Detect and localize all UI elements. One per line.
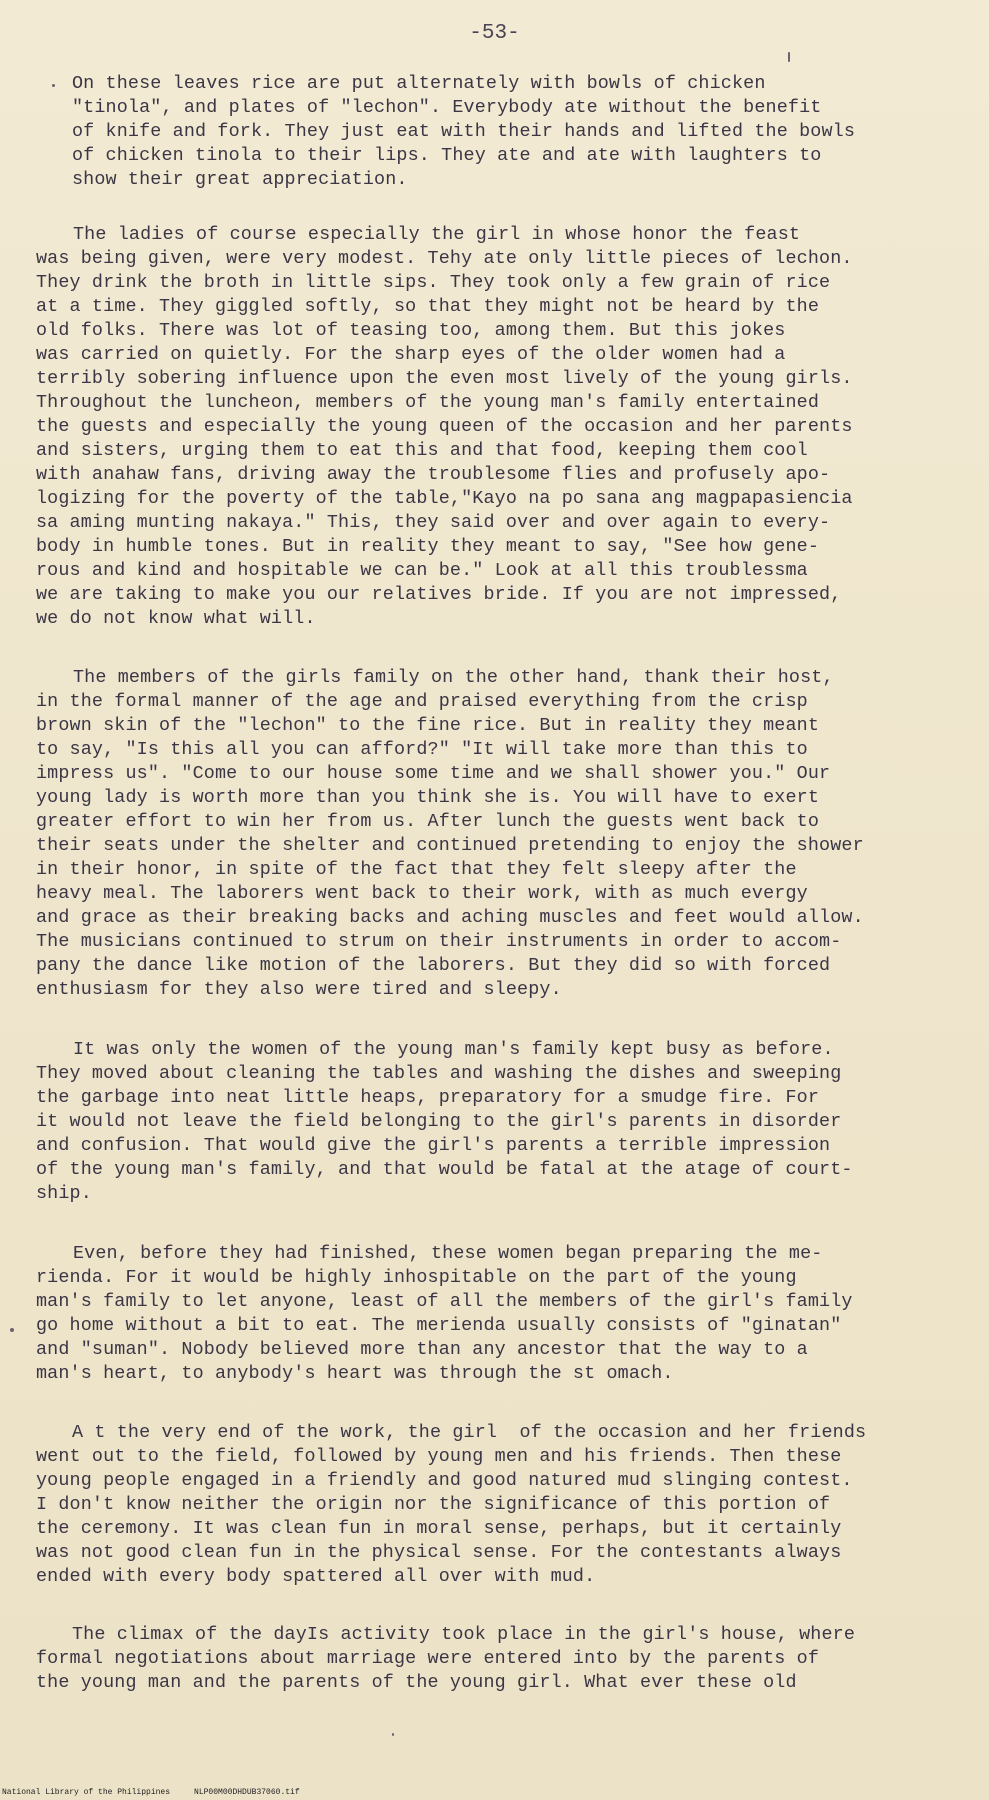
text-line: the young man and the parents of the young girl. What ever these old: [36, 1672, 797, 1693]
text-line: of knife and fork. They just eat with their hands and lifted the bowls: [72, 121, 856, 142]
text-line: greater effort to win her from us. After lunch the guests went back to: [36, 811, 820, 832]
text-line: They drink the broth in little sips. They took only a few grain of rice: [36, 272, 831, 293]
text-line: impress us". "Come to our house some time and we shall shower you." Our: [36, 763, 831, 784]
text-line: of the young man's family, and that would be fatal at the atage of court-: [36, 1159, 853, 1180]
text-line: and grace as their breaking backs and aching muscles and feet would allow.: [36, 907, 864, 928]
text-line: show their great appreciation.: [72, 169, 408, 190]
text-line: we are taking to make you our relatives bride. If you are not impressed,: [36, 584, 842, 605]
text-line: They moved about cleaning the tables and washing the dishes and sweeping: [36, 1063, 842, 1084]
text-line: their seats under the shelter and continued pretending to enjoy the shower: [36, 835, 864, 856]
text-line: went out to the field, followed by young men and his friends. Then these: [36, 1446, 842, 1467]
text-line: It was only the women of the young man's family kept busy as before.: [73, 1039, 834, 1060]
text-line: was being given, were very modest. Tehy ate only little pieces of lechon.: [36, 248, 853, 269]
scan-speck: [788, 52, 790, 62]
text-line: terribly sobering influence upon the even most lively of the young girls.: [36, 368, 853, 389]
text-line: the guests and especially the young queen of the occasion and her parents: [36, 416, 853, 437]
text-line: and sisters, urging them to eat this and that food, keeping them cool: [36, 440, 808, 461]
text-line: The ladies of course especially the girl in whose honor the feast: [73, 224, 801, 245]
text-line: and confusion. That would give the girl's parents a terrible impression: [36, 1135, 831, 1156]
text-line: The musicians continued to strum on their instruments in order to accom-: [36, 931, 842, 952]
text-line: in the formal manner of the age and praised everything from the crisp: [36, 691, 808, 712]
page-number: -53-: [469, 22, 520, 45]
text-line: Throughout the luncheon, members of the young man's family entertained: [36, 392, 820, 413]
text-line: the ceremony. It was clean fun in moral sense, perhaps, but it certainly: [36, 1518, 842, 1539]
text-line: man's family to let anyone, least of all the members of the girl's family: [36, 1291, 853, 1312]
text-line: On these leaves rice are put alternately with bowls of chicken: [72, 73, 766, 94]
text-line: formal negotiations about marriage were entered into by the parents of: [36, 1648, 820, 1669]
text-line: young people engaged in a friendly and good natured mud slinging contest.: [36, 1470, 853, 1491]
text-line: rienda. For it would be highly inhospitable on the part of the young: [36, 1267, 797, 1288]
text-line: at a time. They giggled softly, so that they might not be heard by the: [36, 296, 820, 317]
text-line: brown skin of the "lechon" to the fine rice. But in reality they meant: [36, 715, 820, 736]
text-line: and "suman". Nobody believed more than any ancestor that the way to a: [36, 1339, 808, 1360]
text-line: man's heart, to anybody's heart was through the st omach.: [36, 1363, 674, 1384]
text-line: old folks. There was lot of teasing too, among them. But this jokes: [36, 320, 786, 341]
text-line: it would not leave the field belonging to the girl's parents in disorder: [36, 1111, 842, 1132]
text-line: The members of the girls family on the other hand, thank their host,: [73, 667, 834, 688]
text-line: rous and kind and hospitable we can be." Look at all this troublessma: [36, 560, 808, 581]
text-line: ship.: [36, 1183, 92, 1204]
text-line: in their honor, in spite of the fact that they felt sleepy after the: [36, 859, 797, 880]
text-line: with anahaw fans, driving away the troublesome flies and profusely apo-: [36, 464, 831, 485]
text-line: of chicken tinola to their lips. They ate and ate with laughters to: [72, 145, 822, 166]
text-line: enthusiasm for they also were tired and sleepy.: [36, 979, 562, 1000]
scan-speck: [52, 84, 55, 87]
text-line: logizing for the poverty of the table,"Kayo na po sana ang magpapasiencia: [36, 488, 853, 509]
text-line: ended with every body spattered all over with mud.: [36, 1566, 596, 1587]
text-line: "tinola", and plates of "lechon". Everybody ate without the benefit: [72, 97, 822, 118]
text-line: The climax of the dayIs activity took place in the girl's house, where: [72, 1624, 856, 1645]
text-line: to say, "Is this all you can afford?" "It will take more than this to: [36, 739, 808, 760]
footer-caption: National Library of the Philippines NLP00M00DHDUB37060.tif: [2, 1788, 300, 1797]
text-line: was carried on quietly. For the sharp eyes of the older women had a: [36, 344, 786, 365]
text-line: go home without a bit to eat. The merienda usually consists of "ginatan": [36, 1315, 842, 1336]
text-line: body in humble tones. But in reality they meant to say, "See how gene-: [36, 536, 820, 557]
text-line: was not good clean fun in the physical sense. For the contestants always: [36, 1542, 842, 1563]
text-line: I don't know neither the origin nor the significance of this portion of: [36, 1494, 831, 1515]
text-line: pany the dance like motion of the laborers. But they did so with forced: [36, 955, 831, 976]
text-line: sa aming munting nakaya." This, they said over and over again to every-: [36, 512, 831, 533]
text-line: young lady is worth more than you think she is. You will have to exert: [36, 787, 820, 808]
text-line: Even, before they had finished, these women began preparing the me-: [73, 1243, 823, 1264]
scan-speck: [10, 1328, 14, 1332]
text-line: the garbage into neat little heaps, preparatory for a smudge fire. For: [36, 1087, 820, 1108]
text-line: heavy meal. The laborers went back to their work, with as much evergy: [36, 883, 808, 904]
scan-speck: [392, 1733, 394, 1736]
text-line: we do not know what will.: [36, 608, 316, 629]
text-line: A t the very end of the work, the girl of the occasion and her friends: [72, 1422, 867, 1443]
